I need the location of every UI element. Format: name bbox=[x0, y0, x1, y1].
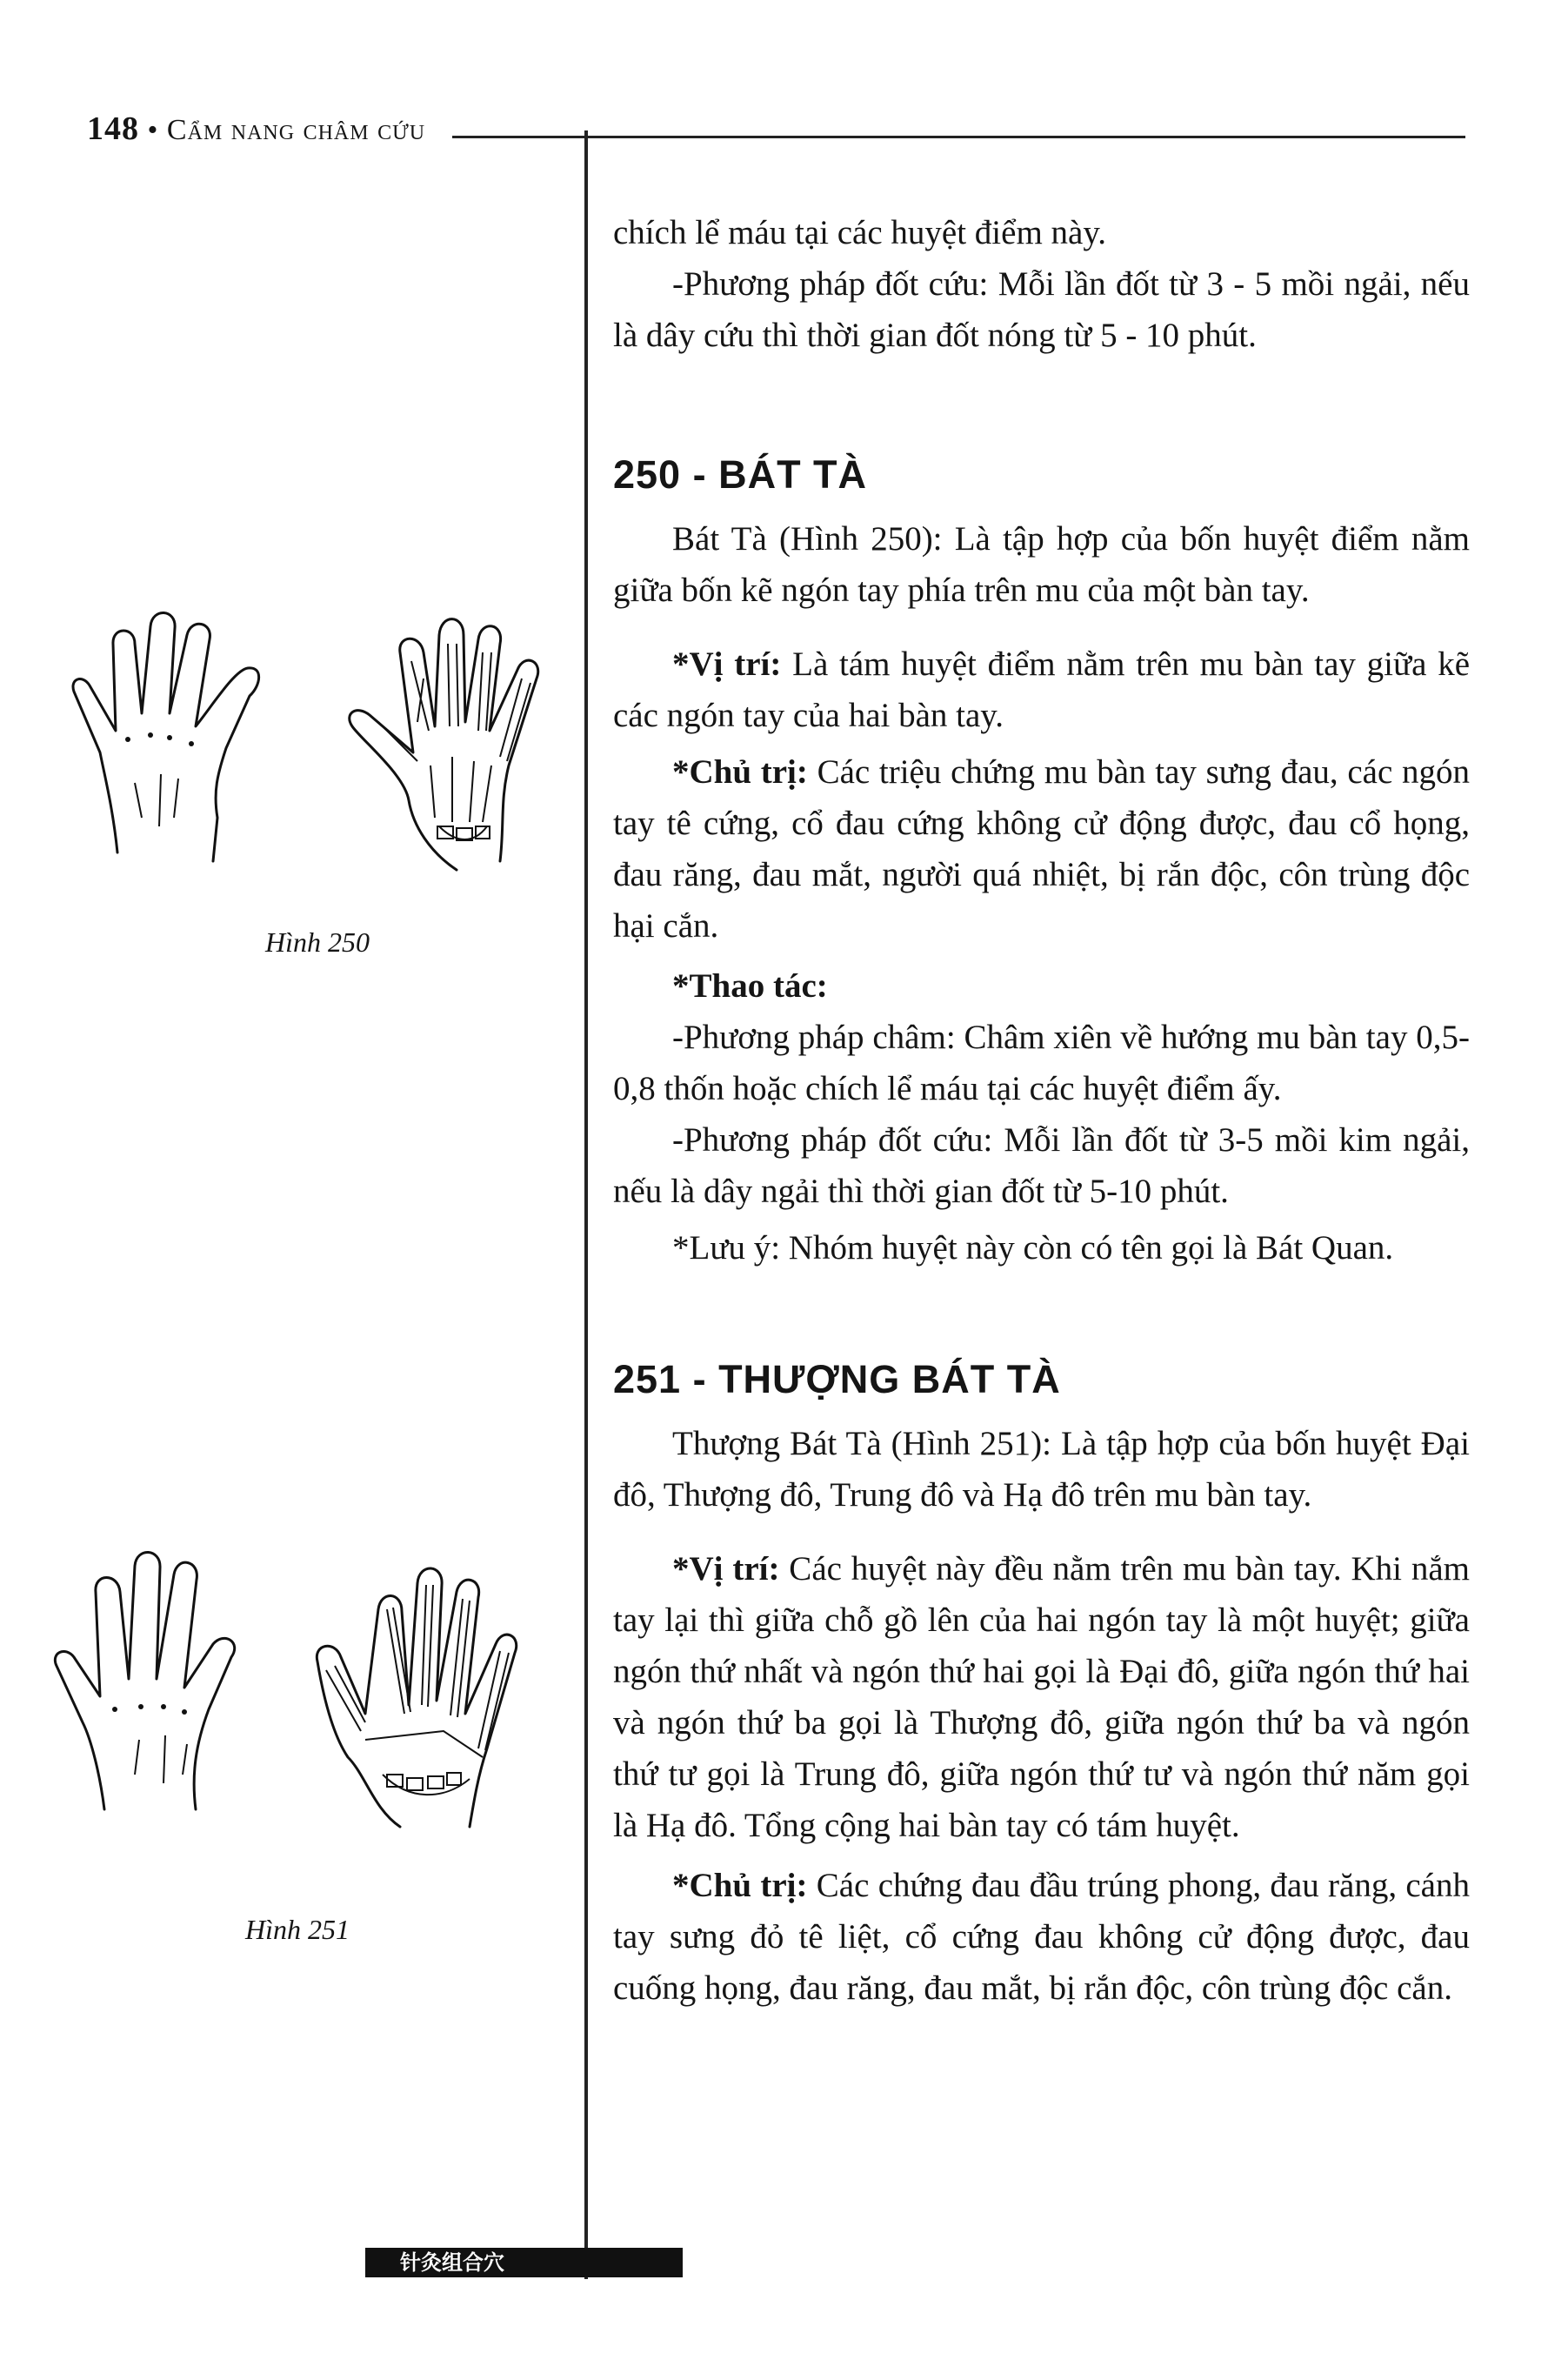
column-divider bbox=[584, 130, 588, 2279]
continuation-line-2: -Phương pháp đốt cứu: Mỗi lần đốt từ 3 - 5 mồi ngải, nếu là dây cứu thì thời gian đốt nóng từ 5 - 10 phút. bbox=[613, 265, 1470, 354]
section-250-heading: 250 - BÁT TÀ bbox=[613, 452, 868, 497]
header-rule bbox=[452, 136, 1465, 138]
figure-250-illustration bbox=[48, 565, 570, 879]
hand-skeleton-icon bbox=[317, 1568, 516, 1827]
section-251-intro: Thượng Bát Tà (Hình 251): Là tập hợp của bốn huyệt Đại đô, Thượng đô, Trung đô và Hạ đô trên mu bàn tay. bbox=[613, 1425, 1470, 1514]
section-251-heading: 251 - THƯỢNG BÁT TÀ bbox=[613, 1357, 1061, 1401]
hand-outline-icon bbox=[55, 1552, 234, 1809]
section-250-body bbox=[613, 513, 1470, 1274]
running-header bbox=[87, 110, 425, 148]
section-250-intro: Bát Tà (Hình 250): Là tập hợp của bốn huyệt điểm nằm giữa bốn kẽ ngón tay phía trên mu của một bàn tay. bbox=[613, 520, 1470, 609]
section-250-procedure-label: *Thao tác: bbox=[672, 967, 828, 1005]
figure-251-illustration bbox=[35, 1514, 557, 1862]
header-bullet: • bbox=[147, 114, 159, 146]
indication-text: Các triệu chứng mu bàn tay sưng đau, các ngón tay tê cứng, cổ đau cứng không cử động được, đau cổ họng, đau răng, đau mắt, người quá nhiệt, bị rắn độc, côn trùng độc hại cắn. bbox=[613, 753, 1470, 945]
hand-skeleton-icon bbox=[350, 619, 538, 870]
location-text: Là tám huyệt điểm nằm trên mu bàn tay giữa kẽ các ngón tay của hai bàn tay. bbox=[613, 645, 1470, 734]
indication-label: *Chủ trị: bbox=[672, 1867, 808, 1904]
section-250-moxa-method: -Phương pháp đốt cứu: Mỗi lần đốt từ 3-5 mồi kim ngải, nếu là dây ngải thì thời gian đốt từ 5-10 phút. bbox=[613, 1121, 1470, 1210]
section-250-note: *Lưu ý: Nhóm huyệt này còn có tên gọi là Bát Quan. bbox=[672, 1229, 1394, 1267]
book-title: Cẩm nang châm cứu bbox=[166, 114, 426, 146]
indication-label: *Chủ trị: bbox=[672, 753, 808, 791]
location-text: Các huyệt này đều nằm trên mu bàn tay. Khi nắm tay lại thì giữa chỗ gồ lên của hai ngón tay là một huyệt; giữa ngón thứ nhất và ngón thứ hai gọi là Đại đô, giữa ngón thứ hai và ngón thứ ba gọi là Thượng đô, giữa ngón thứ ba và ngón thứ tư gọi là Trung đô, giữa ngón thứ tư và ngón thứ năm gọi là Hạ đô. Tổng cộng hai bàn tay có tám huyệt. bbox=[613, 1550, 1470, 1844]
continuation-line-1: chích lể máu tại các huyệt điểm này. bbox=[613, 214, 1107, 251]
hand-outline-icon bbox=[73, 612, 259, 861]
section-250-location bbox=[613, 638, 1470, 741]
indication-text: Các chứng đau đầu trúng phong, đau răng, cánh tay sưng đỏ tê liệt, cổ cứng đau không cử động được, đau cuống họng, đau răng, đau mắt, bị rắn độc, côn trùng độc cắn. bbox=[613, 1867, 1470, 2007]
location-label: *Vị trí: bbox=[672, 645, 782, 683]
section-250-needle-method: -Phương pháp châm: Châm xiên về hướng mu bàn tay 0,5-0,8 thốn hoặc chích lể máu tại các huyệt điểm ấy. bbox=[613, 1019, 1470, 1107]
figure-250-caption: Hình 250 bbox=[265, 926, 370, 958]
section-251-body bbox=[613, 1418, 1470, 2014]
section-250-indication bbox=[613, 746, 1470, 952]
section-251-indication bbox=[613, 1860, 1470, 2014]
continuation-block bbox=[613, 207, 1470, 361]
footer-label-bar bbox=[365, 2248, 683, 2277]
section-251-location bbox=[613, 1543, 1470, 1851]
footer-label: 针灸组合穴 bbox=[400, 2250, 504, 2275]
figure-251-caption: Hình 251 bbox=[245, 1914, 350, 1945]
page-number: 148 bbox=[87, 110, 139, 147]
location-label: *Vị trí: bbox=[672, 1550, 780, 1588]
